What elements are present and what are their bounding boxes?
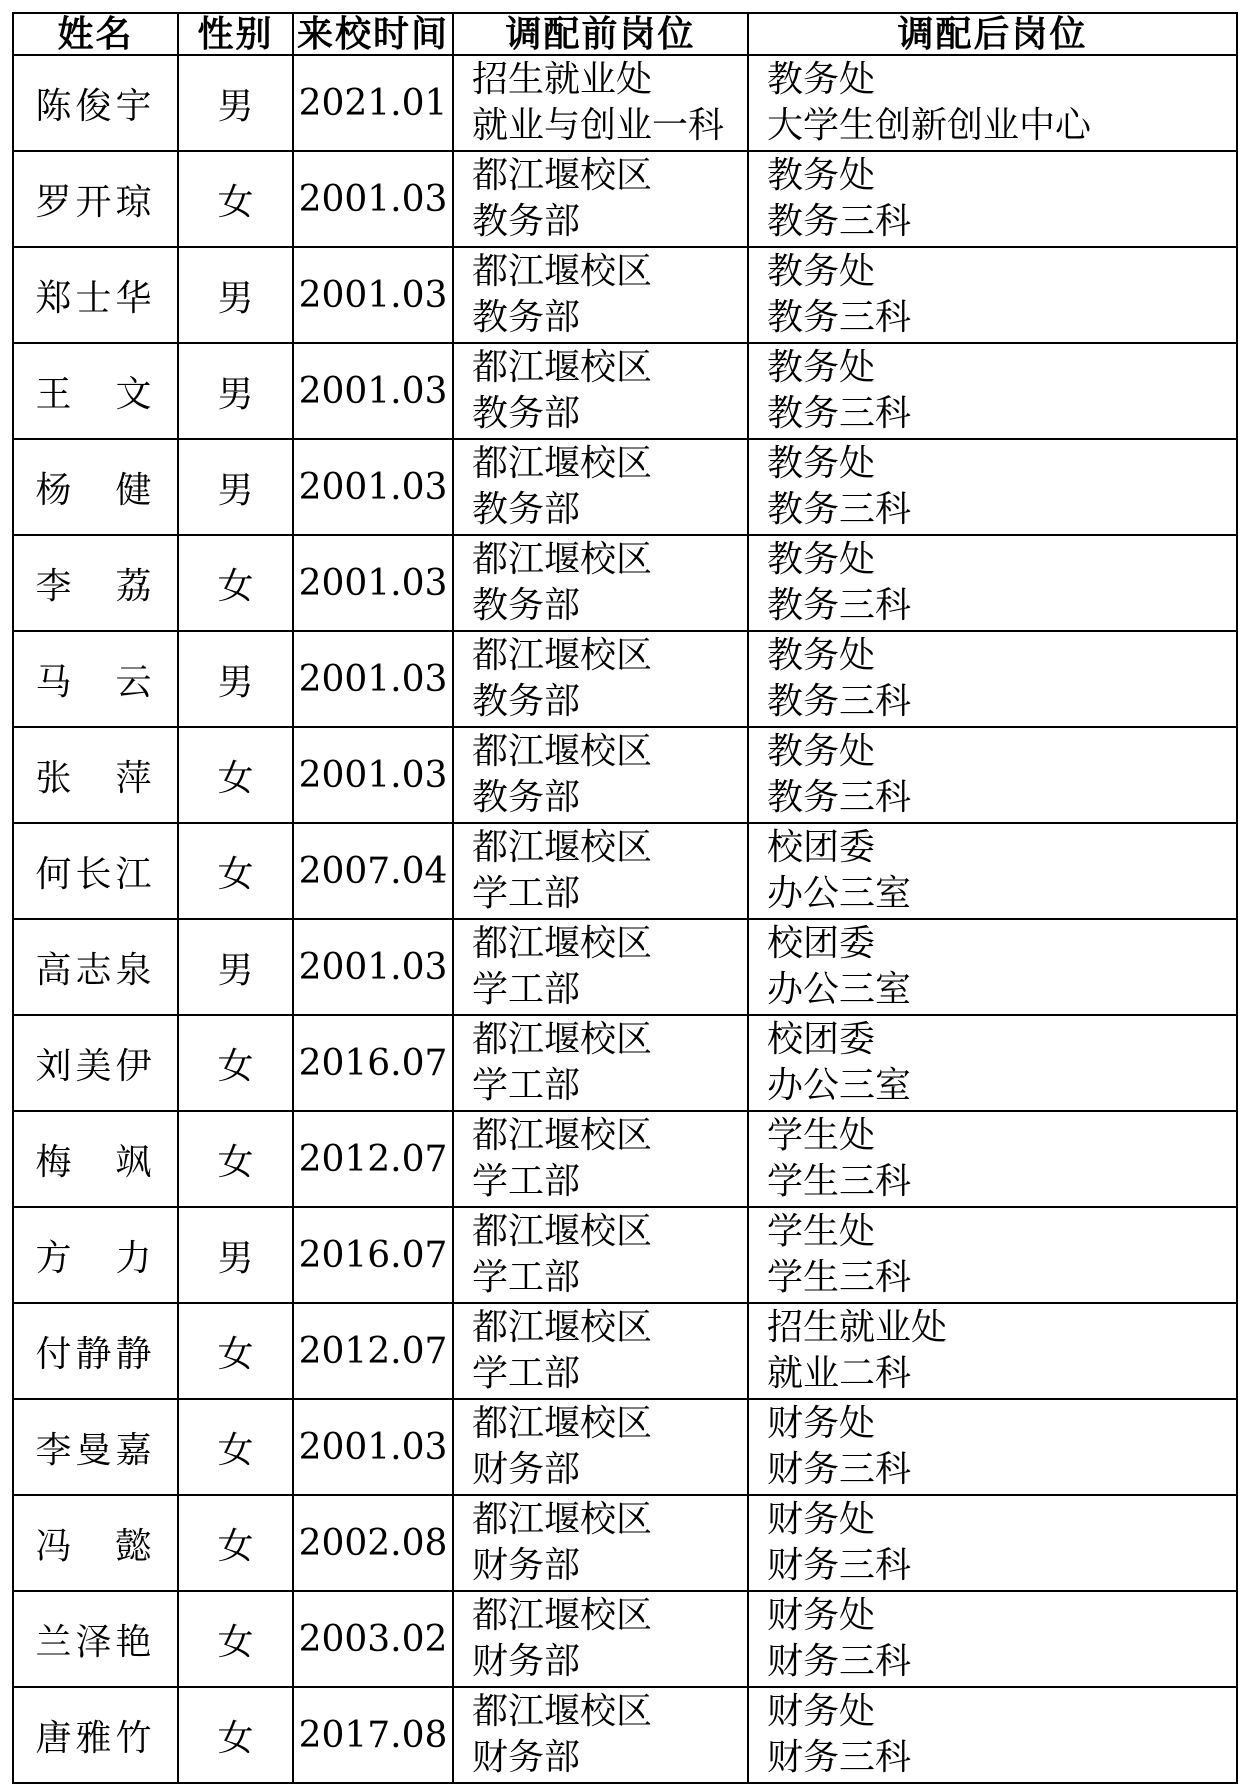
position-after-line: 招生就业处	[767, 1307, 948, 1348]
cell-arrival-date: 2003.02	[293, 1591, 453, 1687]
cell-position-before	[453, 1591, 748, 1687]
table-row	[13, 343, 1237, 439]
cell-position-before	[453, 1399, 748, 1495]
cell-position-after	[748, 1399, 1237, 1495]
table-row	[13, 727, 1237, 823]
cell-arrival-date: 2001.03	[293, 631, 453, 727]
cell-position-after	[748, 727, 1237, 823]
position-before-line: 财务部	[472, 1545, 581, 1586]
cell-position-after	[748, 1303, 1237, 1399]
cell-position-before	[453, 727, 748, 823]
position-after-line: 校团委	[767, 1019, 876, 1060]
cell-name: 罗开琼	[13, 151, 178, 247]
position-before-line: 教务部	[472, 297, 581, 338]
position-before-line: 都江堰校区	[472, 635, 653, 676]
position-before-line: 都江堰校区	[472, 1691, 653, 1732]
table-row	[13, 1303, 1237, 1399]
cell-position-after	[748, 1207, 1237, 1303]
cell-gender: 男	[178, 55, 293, 151]
header-position-before: 调配前岗位	[453, 13, 748, 55]
cell-arrival-date: 2001.03	[293, 727, 453, 823]
position-before-line: 都江堰校区	[472, 443, 653, 484]
position-after-line: 财务处	[767, 1691, 876, 1732]
cell-position-after	[748, 151, 1237, 247]
cell-position-before	[453, 1495, 748, 1591]
position-after-line: 财务三科	[767, 1641, 912, 1682]
header-gender: 性别	[178, 13, 293, 55]
position-after-line: 教务处	[767, 635, 876, 676]
position-before-line: 都江堰校区	[472, 347, 653, 388]
cell-arrival-date: 2001.03	[293, 343, 453, 439]
cell-name: 梅 飒	[13, 1111, 178, 1207]
table-row	[13, 823, 1237, 919]
table-row	[13, 1111, 1237, 1207]
position-before-line: 学工部	[472, 1161, 581, 1202]
cell-position-before	[453, 631, 748, 727]
position-before-line: 都江堰校区	[472, 1211, 653, 1252]
cell-name: 高志泉	[13, 919, 178, 1015]
position-before-line: 学工部	[472, 969, 581, 1010]
position-after-line: 校团委	[767, 923, 876, 964]
cell-position-after	[748, 1015, 1237, 1111]
position-after-line: 教务三科	[767, 777, 912, 818]
cell-name: 付静静	[13, 1303, 178, 1399]
position-before-line: 都江堰校区	[472, 923, 653, 964]
position-before-line: 教务部	[472, 489, 581, 530]
position-before-line: 招生就业处	[472, 59, 653, 100]
table-row	[13, 247, 1237, 343]
cell-name: 陈俊宇	[13, 55, 178, 151]
cell-gender: 女	[178, 1495, 293, 1591]
cell-name: 杨 健	[13, 439, 178, 535]
cell-arrival-date: 2012.07	[293, 1303, 453, 1399]
cell-position-before	[453, 1303, 748, 1399]
cell-gender: 男	[178, 439, 293, 535]
table-row	[13, 1015, 1237, 1111]
cell-arrival-date: 2001.03	[293, 535, 453, 631]
cell-gender: 女	[178, 1399, 293, 1495]
position-after-line: 财务三科	[767, 1737, 912, 1778]
position-after-line: 教务三科	[767, 297, 912, 338]
position-before-line: 都江堰校区	[472, 1403, 653, 1444]
position-before-line: 学工部	[472, 873, 581, 914]
cell-name: 方 力	[13, 1207, 178, 1303]
position-before-line: 学工部	[472, 1353, 581, 1394]
cell-gender: 女	[178, 1303, 293, 1399]
position-before-line: 都江堰校区	[472, 731, 653, 772]
cell-position-after	[748, 535, 1237, 631]
cell-arrival-date: 2016.07	[293, 1015, 453, 1111]
position-before-line: 都江堰校区	[472, 539, 653, 580]
position-after-line: 财务三科	[767, 1449, 912, 1490]
cell-position-before	[453, 1015, 748, 1111]
position-after-line: 学生三科	[767, 1257, 912, 1298]
table-row	[13, 1207, 1237, 1303]
position-after-line: 教务处	[767, 59, 876, 100]
cell-position-after	[748, 1687, 1237, 1783]
cell-position-before	[453, 1207, 748, 1303]
cell-position-before	[453, 151, 748, 247]
position-after-line: 办公三室	[767, 1065, 912, 1106]
position-before-line: 教务部	[472, 585, 581, 626]
position-before-line: 都江堰校区	[472, 251, 653, 292]
position-before-line: 学工部	[472, 1257, 581, 1298]
table-body	[13, 55, 1237, 1783]
cell-name: 王 文	[13, 343, 178, 439]
cell-gender: 女	[178, 1111, 293, 1207]
cell-gender: 男	[178, 343, 293, 439]
staff-transfer-table	[12, 12, 1238, 1784]
table-row	[13, 535, 1237, 631]
cell-arrival-date: 2016.07	[293, 1207, 453, 1303]
position-after-line: 教务处	[767, 443, 876, 484]
position-after-line: 办公三室	[767, 873, 912, 914]
position-after-line: 学生三科	[767, 1161, 912, 1202]
cell-position-before	[453, 439, 748, 535]
cell-position-after	[748, 1495, 1237, 1591]
position-before-line: 都江堰校区	[472, 155, 653, 196]
table-row	[13, 919, 1237, 1015]
cell-arrival-date: 2012.07	[293, 1111, 453, 1207]
position-after-line: 学生处	[767, 1211, 876, 1252]
position-after-line: 教务三科	[767, 489, 912, 530]
cell-name: 李曼嘉	[13, 1399, 178, 1495]
cell-name: 冯 懿	[13, 1495, 178, 1591]
position-after-line: 办公三室	[767, 969, 912, 1010]
cell-position-after	[748, 919, 1237, 1015]
position-after-line: 财务处	[767, 1403, 876, 1444]
position-after-line: 教务三科	[767, 201, 912, 242]
cell-arrival-date: 2017.08	[293, 1687, 453, 1783]
position-before-line: 教务部	[472, 681, 581, 722]
cell-position-after	[748, 1591, 1237, 1687]
position-before-line: 都江堰校区	[472, 827, 653, 868]
cell-position-after	[748, 1111, 1237, 1207]
cell-gender: 女	[178, 1687, 293, 1783]
cell-gender: 女	[178, 535, 293, 631]
cell-gender: 女	[178, 727, 293, 823]
table-row	[13, 1399, 1237, 1495]
position-before-line: 就业与创业一科	[472, 105, 725, 146]
table-row	[13, 151, 1237, 247]
table-header-row	[13, 13, 1237, 55]
cell-position-before	[453, 247, 748, 343]
cell-arrival-date: 2021.01	[293, 55, 453, 151]
cell-position-after	[748, 343, 1237, 439]
position-before-line: 教务部	[472, 777, 581, 818]
cell-gender: 男	[178, 919, 293, 1015]
position-after-line: 教务处	[767, 539, 876, 580]
cell-name: 郑士华	[13, 247, 178, 343]
cell-position-before	[453, 535, 748, 631]
position-before-line: 教务部	[472, 201, 581, 242]
cell-position-before	[453, 919, 748, 1015]
position-before-line: 都江堰校区	[472, 1115, 653, 1156]
position-after-line: 教务处	[767, 347, 876, 388]
position-after-line: 财务三科	[767, 1545, 912, 1586]
position-after-line: 教务处	[767, 155, 876, 196]
cell-arrival-date: 2001.03	[293, 1399, 453, 1495]
cell-arrival-date: 2001.03	[293, 439, 453, 535]
cell-name: 李 荔	[13, 535, 178, 631]
cell-name: 张 萍	[13, 727, 178, 823]
cell-gender: 女	[178, 1015, 293, 1111]
cell-name: 兰泽艳	[13, 1591, 178, 1687]
position-after-line: 教务处	[767, 251, 876, 292]
table-row	[13, 1687, 1237, 1783]
cell-position-after	[748, 439, 1237, 535]
table-row	[13, 55, 1237, 151]
cell-gender: 女	[178, 1591, 293, 1687]
position-before-line: 学工部	[472, 1065, 581, 1106]
header-position-after: 调配后岗位	[748, 13, 1237, 55]
cell-position-after	[748, 247, 1237, 343]
position-before-line: 都江堰校区	[472, 1307, 653, 1348]
position-before-line: 财务部	[472, 1449, 581, 1490]
position-before-line: 财务部	[472, 1641, 581, 1682]
cell-position-before	[453, 343, 748, 439]
position-after-line: 校团委	[767, 827, 876, 868]
position-before-line: 教务部	[472, 393, 581, 434]
cell-position-after	[748, 55, 1237, 151]
cell-arrival-date: 2002.08	[293, 1495, 453, 1591]
table-row	[13, 439, 1237, 535]
table-row	[13, 1591, 1237, 1687]
position-after-line: 教务三科	[767, 393, 912, 434]
cell-gender: 女	[178, 151, 293, 247]
cell-position-before	[453, 1111, 748, 1207]
header-arrival-date: 来校时间	[293, 13, 453, 55]
cell-name: 唐雅竹	[13, 1687, 178, 1783]
cell-name: 何长江	[13, 823, 178, 919]
position-after-line: 财务处	[767, 1595, 876, 1636]
cell-position-before	[453, 1687, 748, 1783]
cell-position-after	[748, 631, 1237, 727]
position-after-line: 学生处	[767, 1115, 876, 1156]
cell-name: 刘美伊	[13, 1015, 178, 1111]
cell-position-before	[453, 823, 748, 919]
header-name: 姓名	[13, 13, 178, 55]
position-after-line: 就业二科	[767, 1353, 912, 1394]
cell-gender: 男	[178, 247, 293, 343]
cell-gender: 男	[178, 631, 293, 727]
cell-gender: 男	[178, 1207, 293, 1303]
position-after-line: 大学生创新创业中心	[767, 105, 1092, 146]
position-after-line: 财务处	[767, 1499, 876, 1540]
table-row	[13, 1495, 1237, 1591]
cell-name: 马 云	[13, 631, 178, 727]
position-before-line: 财务部	[472, 1737, 581, 1778]
position-before-line: 都江堰校区	[472, 1499, 653, 1540]
cell-position-before	[453, 55, 748, 151]
position-before-line: 都江堰校区	[472, 1019, 653, 1060]
cell-arrival-date: 2001.03	[293, 919, 453, 1015]
cell-arrival-date: 2001.03	[293, 247, 453, 343]
position-before-line: 都江堰校区	[472, 1595, 653, 1636]
cell-arrival-date: 2007.04	[293, 823, 453, 919]
cell-arrival-date: 2001.03	[293, 151, 453, 247]
cell-position-after	[748, 823, 1237, 919]
position-after-line: 教务三科	[767, 585, 912, 626]
position-after-line: 教务处	[767, 731, 876, 772]
table-row	[13, 631, 1237, 727]
position-after-line: 教务三科	[767, 681, 912, 722]
cell-gender: 女	[178, 823, 293, 919]
